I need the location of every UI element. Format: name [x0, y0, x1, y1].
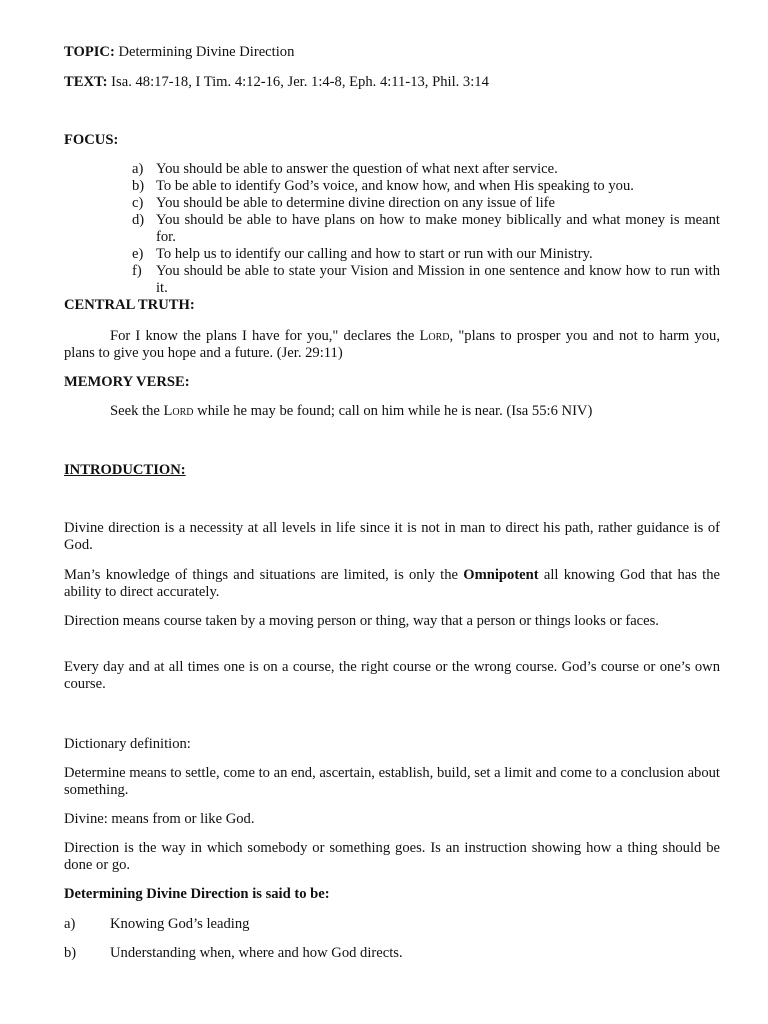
focus-item-c-text: You should be able to determine divine direction on any issue of life — [156, 195, 555, 211]
memory-verse-part1: Seek the — [110, 403, 164, 419]
topic-value: Determining Divine Direction — [114, 44, 295, 60]
central-truth-part1: For I know the plans I have for you," declares the — [110, 328, 420, 344]
focus-item-a-text: You should be able to answer the question of what next after service. — [156, 161, 558, 177]
definition-divine: Divine: means from or like God. — [64, 811, 255, 827]
introduction-paragraph-4: Every day and at all times one is on a course, the right course or the wrong course. God’s course or one’s own course. — [64, 659, 720, 692]
introduction-heading: INTRODUCTION: — [64, 462, 186, 478]
introduction-paragraph-3: Direction means course taken by a moving person or thing, way that a person or things looks or faces. — [64, 613, 659, 629]
focus-heading: FOCUS: — [64, 132, 119, 148]
focus-item-a-marker: a) — [132, 161, 144, 177]
focus-item-e-marker: e) — [132, 246, 144, 262]
text-label: TEXT: — [64, 74, 108, 90]
definition-direction: Direction is the way in which somebody or something goes. Is an instruction showing how a thing should be done or go. — [64, 840, 720, 873]
focus-item-c-marker: c) — [132, 195, 144, 211]
introduction-paragraph-2-part2: all knowing God that has the ability to direct accurately. — [64, 567, 720, 600]
determining-item-a-text: Knowing God’s leading — [110, 916, 250, 932]
determining-item-b-text: Understanding when, where and how God directs. — [110, 945, 403, 961]
topic-line — [64, 44, 294, 61]
definition-determine: Determine means to settle, come to an end, ascertain, establish, build, set a limit and come to a conclusion about something. — [64, 765, 720, 798]
omnipotent-emphasis: Omnipotent — [463, 567, 539, 583]
memory-verse-part2: while he may be found; call on him while he is near. (Isa 55:6 NIV) — [193, 403, 593, 419]
dictionary-heading: Dictionary definition: — [64, 736, 191, 752]
focus-item-f-text: You should be able to state your Vision and Mission in one sentence and know how to run with it. — [156, 263, 720, 296]
topic-label: TOPIC: — [64, 44, 115, 60]
focus-item-d-text: You should be able to have plans on how to make money biblically and what money is meant for. — [156, 212, 720, 245]
central-truth-lord: Lord — [419, 328, 450, 344]
focus-item-d-marker: d) — [132, 212, 145, 228]
central-truth-part2: , "plans to prosper you and not to harm you, plans to give you hope and a future. (Jer. 29:11) — [64, 328, 720, 361]
focus-item-b-text: To be able to identify God’s voice, and know how, and when His speaking to you. — [156, 178, 634, 194]
central-truth-text — [64, 328, 720, 362]
introduction-paragraph-2 — [64, 567, 720, 601]
memory-verse-text — [110, 403, 592, 420]
introduction-paragraph-1: Divine direction is a necessity at all levels in life since it is not in man to direct his path, rather guidance is of God. — [64, 520, 720, 553]
text-line — [64, 74, 489, 91]
focus-item-e-text: To help us to identify our calling and how to start or run with our Ministry. — [156, 246, 593, 262]
determining-item-b-marker: b) — [64, 945, 77, 961]
memory-verse-heading: MEMORY VERSE: — [64, 374, 190, 390]
memory-verse-lord: Lord — [163, 403, 194, 419]
determining-item-a-marker: a) — [64, 916, 76, 932]
determining-heading: Determining Divine Direction is said to be: — [64, 886, 330, 902]
focus-item-f-marker: f) — [132, 263, 142, 279]
text-value: Isa. 48:17-18, I Tim. 4:12-16, Jer. 1:4-8, Eph. 4:11-13, Phil. 3:14 — [107, 74, 489, 90]
introduction-paragraph-2-part1: Man’s knowledge of things and situations are limited, is only the — [64, 567, 464, 583]
focus-item-b-marker: b) — [132, 178, 145, 194]
central-truth-heading: CENTRAL TRUTH: — [64, 297, 195, 313]
